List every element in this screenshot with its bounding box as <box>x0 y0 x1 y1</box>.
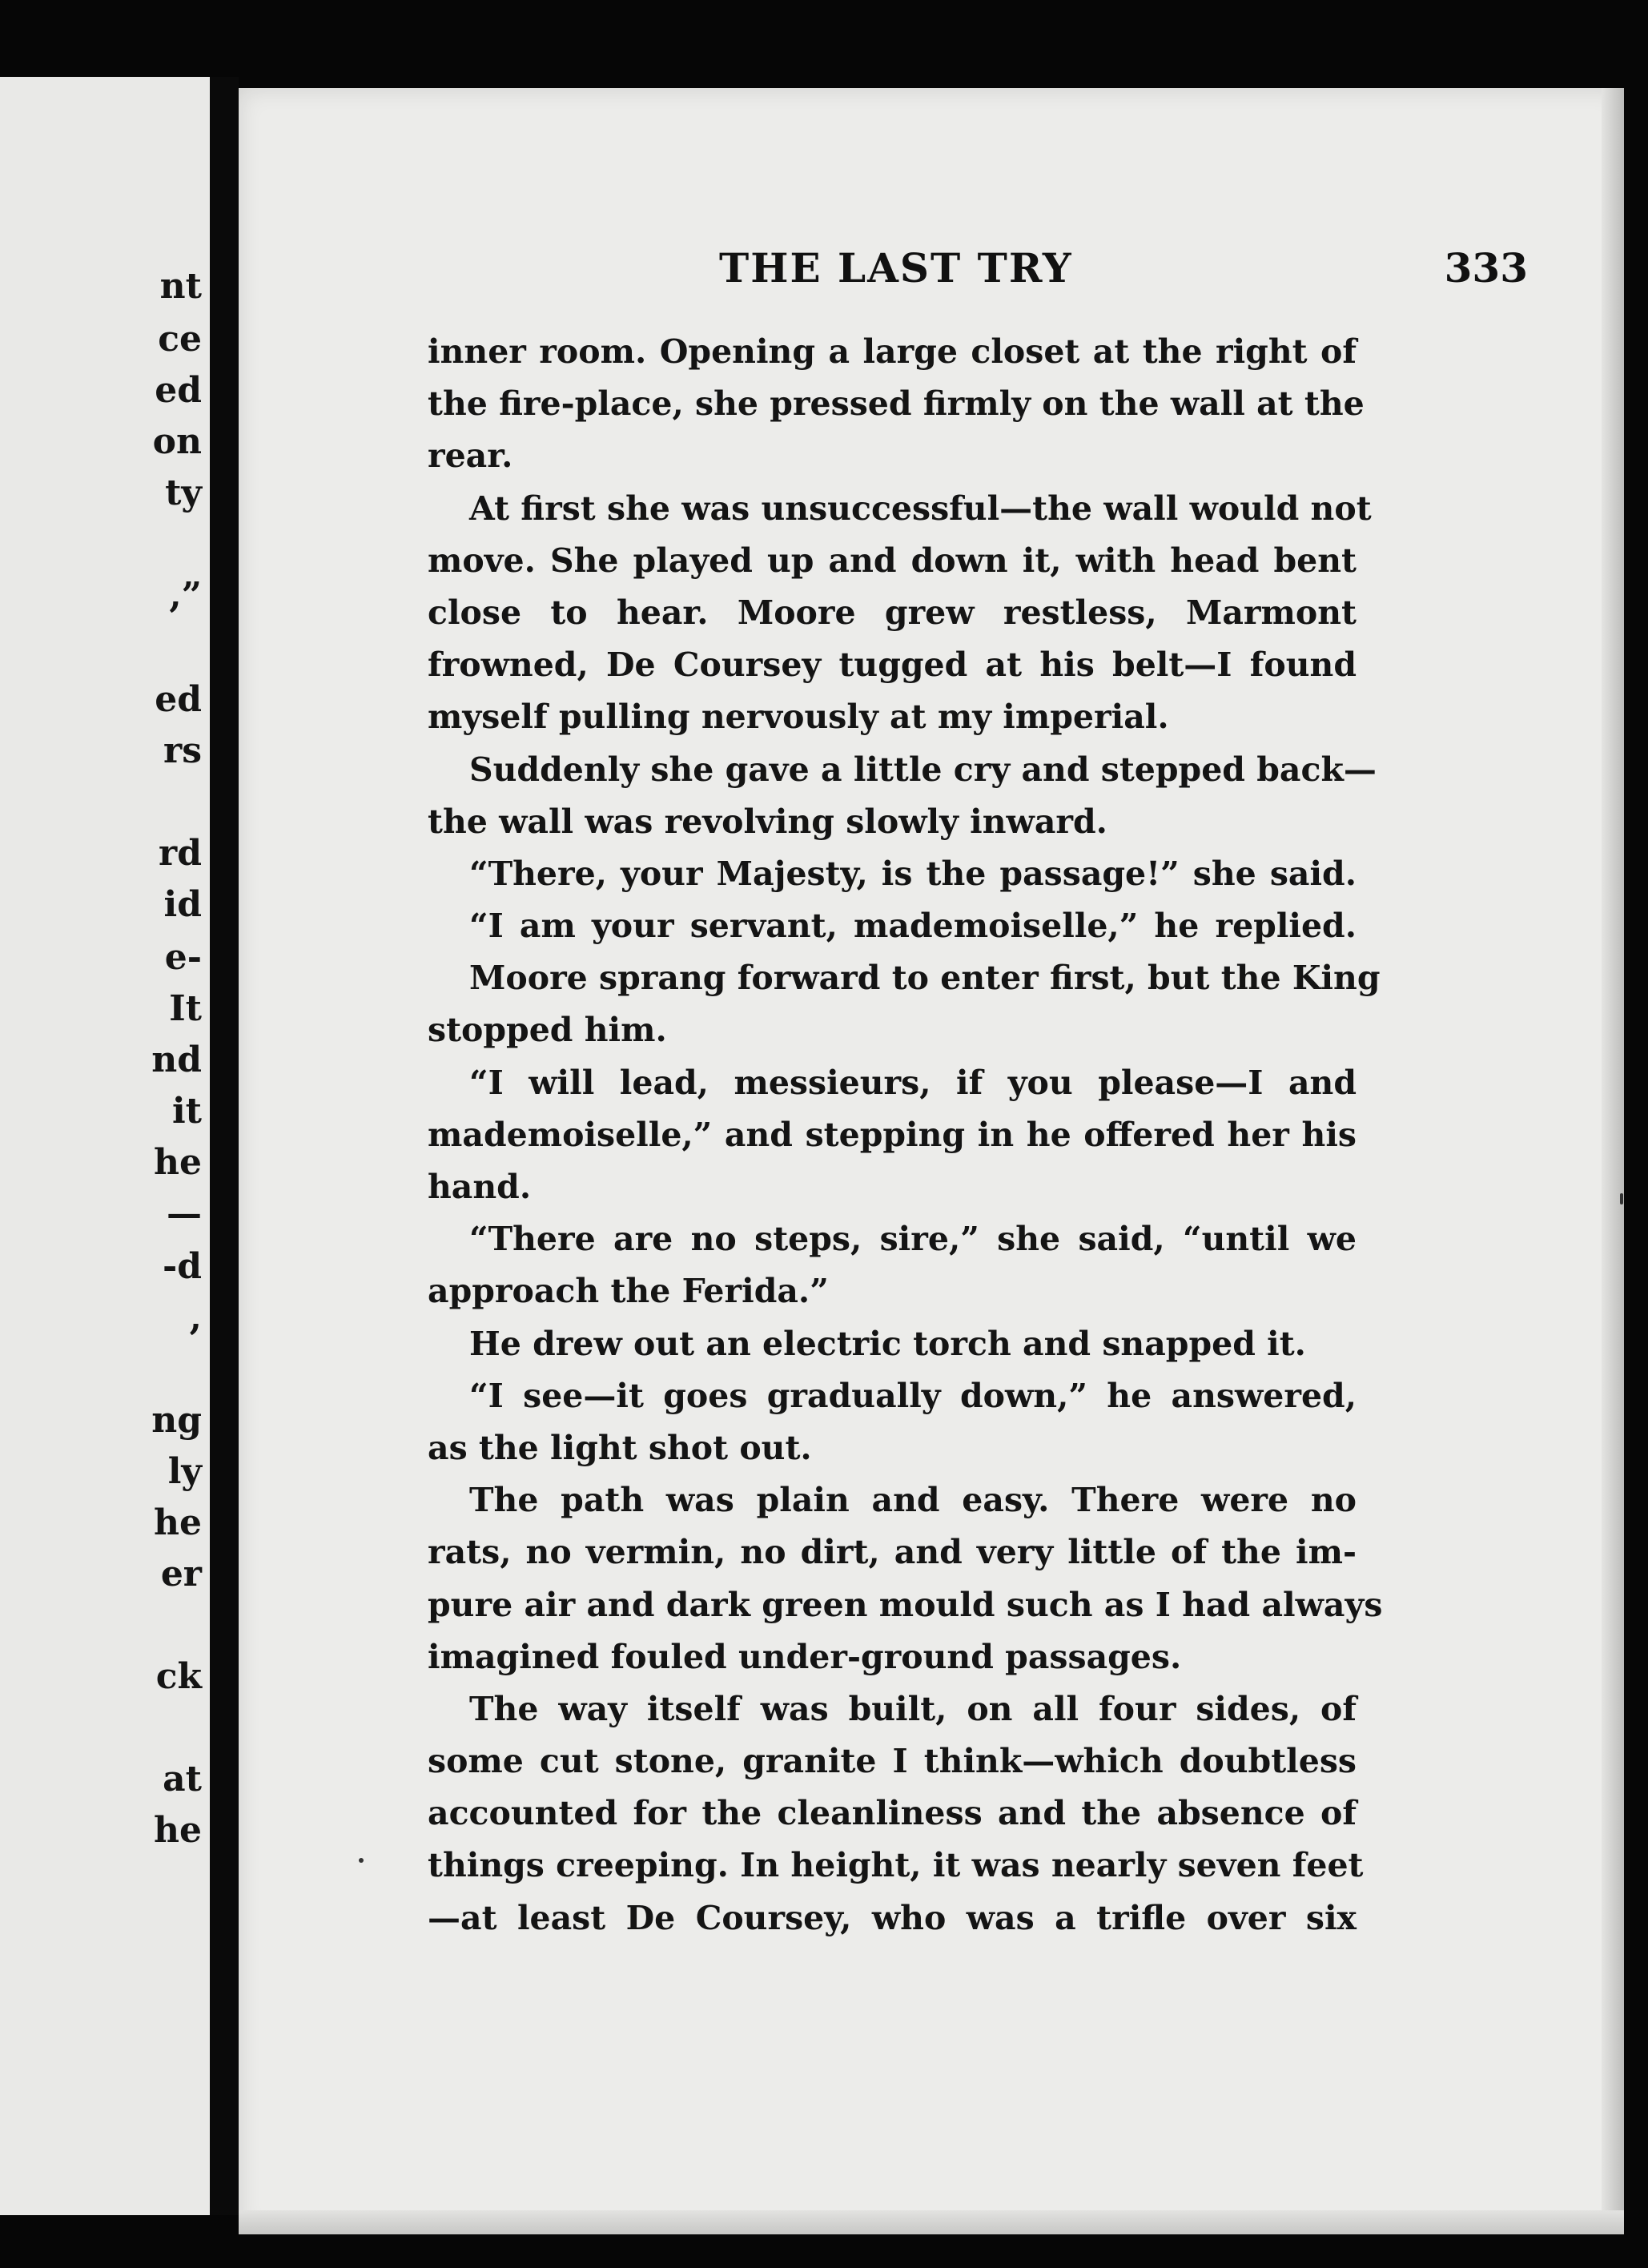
text-line: close to hear. Moore grew restless, Marmont <box>428 593 1357 632</box>
left-page-fragment: ed <box>155 370 202 411</box>
body-text <box>428 326 1383 1944</box>
text-line: imagined fouled under-ground passages. <box>428 1637 1182 1676</box>
text-line: “There, your Majesty, is the passage!” she said. <box>469 854 1357 893</box>
text-line: rats, no vermin, no dirt, and very little of the im- <box>428 1533 1357 1572</box>
text-line: pure air and dark green mould such as I had always <box>428 1585 1383 1624</box>
left-page-fragment: he <box>154 1502 202 1543</box>
text-line: accounted for the cleanliness and the absence of <box>428 1794 1357 1833</box>
left-page-fragment: er <box>160 1554 202 1594</box>
scan-speck <box>359 1858 364 1863</box>
text-line: “I am your servant, mademoiselle,” he replied. <box>469 907 1357 946</box>
page-edge-right <box>1602 88 1624 2234</box>
text-line: inner room. Opening a large closet at the right of <box>428 332 1357 371</box>
left-page-text-fragments <box>0 77 210 2215</box>
left-page-fragment: ed <box>155 679 202 720</box>
text-line: some cut stone, granite I think—which doubtless <box>428 1742 1357 1781</box>
text-line: —at least De Coursey, who was a trifle over six <box>428 1898 1357 1937</box>
left-page-fragment: , <box>189 1297 202 1338</box>
left-page-partial <box>0 77 210 2215</box>
text-line: things creeping. In height, it was nearly seven feet <box>428 1846 1364 1885</box>
text-line: Moore sprang forward to enter first, but the King <box>469 959 1381 998</box>
page-number: 333 <box>1444 244 1528 292</box>
left-page-fragment: e- <box>164 937 202 978</box>
text-line: stopped him. <box>428 1011 667 1050</box>
left-page-fragment: rd <box>159 833 202 874</box>
running-head <box>719 244 1608 308</box>
left-page-fragment: on <box>152 421 202 462</box>
left-page-fragment: — <box>167 1193 202 1234</box>
text-line: Suddenly she gave a little cry and stepped back— <box>469 750 1377 789</box>
text-line: move. She played up and down it, with head bent <box>428 541 1357 580</box>
left-page-fragment: ce <box>158 319 202 360</box>
text-line: “I see—it goes gradually down,” he answered, <box>469 1376 1357 1415</box>
text-line: as the light shot out. <box>428 1428 812 1467</box>
left-page-fragment: ,” <box>169 575 202 616</box>
scan-speck <box>1620 1193 1623 1204</box>
left-page-fragment: he <box>154 1810 202 1851</box>
left-page-fragment: -d <box>162 1246 202 1287</box>
right-page <box>239 88 1624 2234</box>
page-edge-bottom <box>239 2210 1624 2234</box>
book-gutter <box>210 77 239 2215</box>
left-page-fragment: id <box>163 884 202 925</box>
left-page-fragment: It <box>169 988 202 1029</box>
running-title: THE LAST TRY <box>719 244 1073 292</box>
text-line: mademoiselle,” and stepping in he offered her his <box>428 1115 1357 1154</box>
left-page-fragment: at <box>163 1759 202 1800</box>
text-line: frowned, De Coursey tugged at his belt—I found <box>428 645 1357 685</box>
left-page-fragment: it <box>171 1091 202 1132</box>
left-page-fragment: nt <box>159 266 202 307</box>
left-page-fragment: ck <box>155 1656 202 1697</box>
left-page-fragment: ly <box>167 1451 202 1492</box>
text-line: The way itself was built, on all four sides, of <box>469 1689 1357 1728</box>
left-page-fragment: he <box>154 1142 202 1183</box>
text-line: rear. <box>428 436 513 476</box>
text-line: “There are no steps, sire,” she said, “until we <box>469 1220 1357 1259</box>
text-line: At first she was unsuccessful—the wall would not <box>469 489 1372 528</box>
text-line: myself pulling nervously at my imperial. <box>428 698 1169 737</box>
left-page-fragment: nd <box>151 1040 202 1080</box>
text-line: the wall was revolving slowly inward. <box>428 802 1107 841</box>
left-page-fragment: ng <box>151 1400 202 1441</box>
text-line: He drew out an electric torch and snapped it. <box>469 1324 1306 1363</box>
text-line: approach the Ferida.” <box>428 1272 829 1311</box>
text-line: the fire-place, she pressed firmly on the wall at the <box>428 384 1365 424</box>
text-line: “I will lead, messieurs, if you please—I and <box>469 1063 1357 1102</box>
text-line: hand. <box>428 1168 532 1206</box>
left-page-fragment: rs <box>163 730 202 771</box>
left-page-fragment: ty <box>165 472 202 513</box>
text-line: The path was plain and easy. There were no <box>469 1481 1357 1520</box>
